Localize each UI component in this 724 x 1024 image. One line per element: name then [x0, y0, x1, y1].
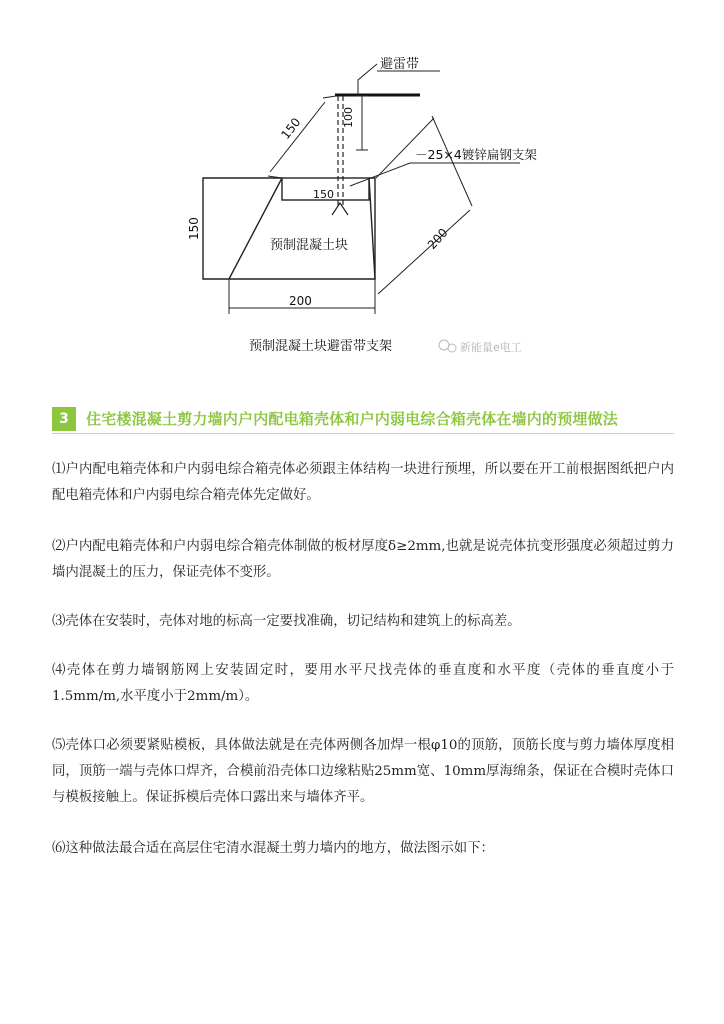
bracket-foot	[332, 203, 348, 215]
label-concrete-block: 预制混凝土块	[270, 238, 349, 253]
dim-label-200-bottom: 200	[289, 294, 312, 308]
concrete-block-outline	[203, 178, 375, 279]
watermark-logo-icon	[439, 340, 456, 352]
diagram-caption: 预制混凝土块避雷带支架	[249, 339, 393, 354]
dim-label-150-top: 150	[313, 188, 334, 201]
dim-label-150-slant: 150	[278, 115, 304, 142]
section-header	[52, 406, 674, 432]
watermark-text: 新能量e电工	[460, 341, 522, 354]
dim-label-200-slant: 200	[424, 225, 451, 253]
dim-vertical-100	[356, 96, 368, 150]
dim-label-150-left: 150	[187, 217, 201, 240]
leader-belt	[358, 64, 377, 95]
paragraph-4: ⑷壳体在剪力墙钢筋网上安装固定时，要用水平尺找壳体的垂直度和水平度（壳体的垂直度小于1.5mm/m,水平度小于2mm/m）。	[52, 663, 674, 704]
paragraph-3: ⑶壳体在安装时，壳体对地的标高一定要找准确，切记结构和建筑上的标高差。	[52, 614, 521, 629]
dim-slant-200	[376, 116, 472, 294]
paragraph-2: ⑵户内配电箱壳体和户内弱电综合箱壳体制做的板材厚度δ≥2mm,也就是说壳体抗变形强度必须超过剪力墙内混凝土的压力，保证壳体不变形。	[52, 539, 674, 580]
paragraph-6: ⑹这种做法最合适在高层住宅清水混凝土剪力墙内的地方，做法图示如下：	[52, 841, 494, 856]
label-lightning-belt: 避雷带	[380, 57, 420, 72]
paragraph-5: ⑸壳体口必须要紧贴模板，具体做法就是在壳体两侧各加焊一根φ10的顶筋，顶筋长度与剪力墙体厚度相同，顶筋一端与壳体口焊齐，合模前沿壳体口边缘粘贴25mm宽、10mm厚海绵条，保证在合模时壳体口与模板接触上。保证拆模后壳体口露出来与墙体齐平。	[52, 738, 674, 805]
dim-slant-150	[268, 96, 336, 178]
label-bracket: －25×4镀锌扁钢支架	[415, 147, 537, 162]
dim-label-100: 100	[342, 107, 355, 128]
lightning-belt-bracket-diagram	[0, 0, 724, 370]
section-title: 住宅楼混凝土剪力墙内户内配电箱壳体和户内弱电综合箱壳体在墙内的预埋做法	[86, 410, 619, 428]
section-divider	[52, 433, 674, 434]
paragraph-1: ⑴户内配电箱壳体和户内弱电综合箱壳体必须跟主体结构一块进行预埋，所以要在开工前根据图纸把户内配电箱壳体和户内弱电综合箱壳体先定做好。	[52, 462, 674, 503]
section-number-badge: 3	[52, 407, 76, 431]
